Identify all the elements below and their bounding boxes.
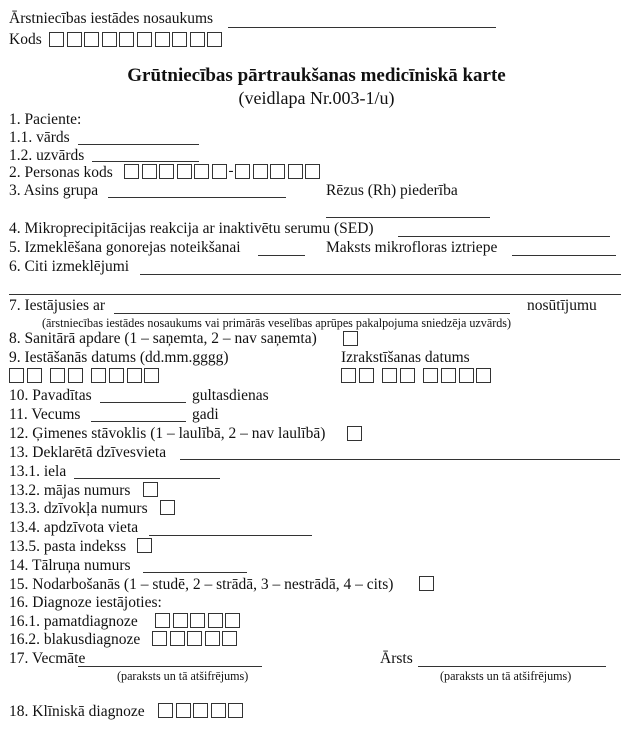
- institution-name-label: Ārstniecības iestādes nosaukums: [9, 10, 214, 27]
- other-tests-label: 6. Citi izmeklējumi: [9, 258, 130, 275]
- other-tests-field[interactable]: [140, 274, 621, 275]
- code-box[interactable]: [102, 32, 117, 47]
- code-box[interactable]: [190, 32, 205, 47]
- admission-date-label: 9. Iestāšanās datums (dd.mm.gggg): [9, 349, 229, 366]
- gonorrhea-test-field[interactable]: [258, 255, 305, 256]
- settlement-label: 13.4. apdzīvota vieta: [9, 519, 139, 536]
- personal-code-box[interactable]: [194, 164, 209, 179]
- settlement-field[interactable]: [149, 535, 312, 536]
- first-name-field[interactable]: [78, 144, 199, 145]
- age-label: 11. Vecums: [9, 406, 81, 423]
- residence-label: 13. Deklarētā dzīvesvieta: [9, 444, 167, 461]
- institution-name-field[interactable]: [228, 27, 496, 28]
- rh-factor-label: Rēzus (Rh) piederība: [326, 182, 458, 199]
- blood-group-label: 3. Asins grupa: [9, 182, 99, 199]
- diagnosis-box[interactable]: [225, 613, 240, 628]
- sed-reaction-field[interactable]: [398, 236, 610, 237]
- bed-days-label: 10. Pavadītas: [9, 387, 92, 404]
- clinical-diagnosis-boxes[interactable]: [158, 703, 246, 718]
- code-box[interactable]: [155, 32, 170, 47]
- personal-code-label: 2. Personas kods: [9, 164, 113, 181]
- personal-code-box[interactable]: [142, 164, 157, 179]
- date-box[interactable]: [109, 368, 124, 383]
- diagnosis-box[interactable]: [190, 613, 205, 628]
- blood-group-field[interactable]: [108, 197, 286, 198]
- date-box[interactable]: [68, 368, 83, 383]
- form-number: (veidlapa Nr.003-1/u): [238, 88, 395, 108]
- postal-code-box-group[interactable]: [137, 538, 155, 553]
- age-field[interactable]: [91, 421, 186, 422]
- occupation-box[interactable]: [419, 576, 434, 591]
- marital-status-box[interactable]: [347, 426, 362, 441]
- bed-days-field[interactable]: [100, 402, 186, 403]
- date-box[interactable]: [400, 368, 415, 383]
- midwife-signature-hint: (paraksts un tā atšifrējums): [117, 668, 249, 683]
- midwife-label: 17. Vecmāte: [9, 650, 86, 667]
- admission-date-boxes[interactable]: [9, 368, 162, 383]
- diagnosis-box[interactable]: [228, 703, 243, 718]
- phone-field[interactable]: [143, 572, 247, 573]
- apartment-number-box[interactable]: [160, 500, 175, 515]
- diagnosis-box[interactable]: [193, 703, 208, 718]
- rh-factor-field[interactable]: [326, 217, 490, 218]
- last-name-field[interactable]: [92, 161, 199, 162]
- diagnosis-box[interactable]: [152, 631, 167, 646]
- date-box[interactable]: [91, 368, 106, 383]
- sanitation-label: 8. Sanitārā apdare (1 – saņemta, 2 – nav saņemta): [9, 330, 317, 347]
- residence-field[interactable]: [180, 459, 620, 460]
- vaginal-smear-field[interactable]: [512, 255, 616, 256]
- discharge-date-boxes[interactable]: [341, 368, 494, 383]
- date-box[interactable]: [27, 368, 42, 383]
- page-title: Grūtniecības pārtraukšanas medicīniskā karte: [127, 65, 506, 86]
- vaginal-smear-label: Maksts mikrofloras iztriepe: [326, 239, 498, 256]
- doctor-signature-hint: (paraksts un tā atšifrējums): [440, 668, 572, 683]
- code-box[interactable]: [84, 32, 99, 47]
- date-box[interactable]: [476, 368, 491, 383]
- code-box[interactable]: [207, 32, 222, 47]
- secondary-diagnosis-boxes[interactable]: [152, 631, 240, 646]
- code-box[interactable]: [67, 32, 82, 47]
- discharge-date-label: Izrakstīšanas datums: [341, 349, 470, 366]
- sanitation-box[interactable]: [343, 331, 358, 346]
- date-box[interactable]: [359, 368, 374, 383]
- primary-diagnosis-label: 16.1. pamatdiagnoze: [9, 613, 138, 630]
- last-name-label: 1.2. uzvārds: [9, 147, 85, 164]
- date-box[interactable]: [382, 368, 397, 383]
- postal-code-label: 13.5. pasta indekss: [9, 538, 127, 555]
- personal-code-dash: -: [228, 163, 234, 179]
- diagnosis-box[interactable]: [158, 703, 173, 718]
- occupation-label: 15. Nodarbošanās (1 – studē, 2 – strādā, 3 – nestrādā, 4 – cits): [9, 576, 394, 593]
- diagnosis-box[interactable]: [211, 703, 226, 718]
- personal-code-box[interactable]: [305, 164, 320, 179]
- apartment-number-label: 13.3. dzīvokļa numurs: [9, 500, 148, 517]
- date-box[interactable]: [423, 368, 438, 383]
- date-box[interactable]: [9, 368, 24, 383]
- date-box[interactable]: [144, 368, 159, 383]
- date-box[interactable]: [50, 368, 65, 383]
- institution-code-boxes[interactable]: [49, 32, 225, 47]
- house-number-label: 13.2. mājas numurs: [9, 482, 131, 499]
- date-box[interactable]: [127, 368, 142, 383]
- diagnosis-box[interactable]: [208, 613, 223, 628]
- marital-status-box-group[interactable]: [347, 426, 365, 441]
- doctor-label: Ārsts: [380, 650, 413, 667]
- personal-code-box[interactable]: [212, 164, 227, 179]
- personal-code-box[interactable]: [235, 164, 250, 179]
- personal-code-box[interactable]: [288, 164, 303, 179]
- code-box[interactable]: [137, 32, 152, 47]
- code-label: Kods: [9, 31, 42, 48]
- referral-suffix: nosūtījumu: [527, 297, 597, 314]
- sed-reaction-label: 4. Mikroprecipitācijas reakcija ar inaktivētu serumu (SED): [9, 220, 374, 237]
- bed-days-suffix: gultasdienas: [192, 387, 269, 404]
- date-box[interactable]: [459, 368, 474, 383]
- personal-code-box[interactable]: [270, 164, 285, 179]
- personal-code-box[interactable]: [253, 164, 268, 179]
- age-suffix: gadi: [192, 406, 219, 423]
- house-number-box-group[interactable]: [143, 482, 161, 497]
- personal-code-boxes[interactable]: [124, 164, 323, 179]
- personal-code-box[interactable]: [124, 164, 139, 179]
- diagnosis-box[interactable]: [176, 703, 191, 718]
- phone-label: 14. Tālruņa numurs: [9, 557, 131, 574]
- marital-status-label: 12. Ģimenes stāvoklis (1 – laulībā, 2 – nav laulībā): [9, 425, 326, 442]
- sanitation-box-group[interactable]: [343, 331, 361, 346]
- diagnosis-box[interactable]: [205, 631, 220, 646]
- personal-code-box[interactable]: [159, 164, 174, 179]
- personal-code-box[interactable]: [177, 164, 192, 179]
- other-tests-field-line-2[interactable]: [9, 294, 621, 295]
- code-box[interactable]: [172, 32, 187, 47]
- street-field[interactable]: [74, 478, 220, 479]
- postal-code-box[interactable]: [137, 538, 152, 553]
- diagnosis-box[interactable]: [222, 631, 237, 646]
- admitted-with-label: 7. Iestājusies ar: [9, 297, 105, 314]
- street-label: 13.1. iela: [9, 463, 67, 480]
- code-box[interactable]: [119, 32, 134, 47]
- apartment-number-box-group[interactable]: [160, 500, 178, 515]
- patient-heading: 1. Paciente:: [9, 111, 82, 128]
- secondary-diagnosis-label: 16.2. blakusdiagnoze: [9, 631, 141, 648]
- diagnosis-box[interactable]: [187, 631, 202, 646]
- referral-hint: (ārstniecības iestādes nosaukums vai primārās veselības aprūpes pakalpojuma sniedzēja uzvārds): [42, 315, 512, 330]
- date-box[interactable]: [441, 368, 456, 383]
- occupation-box-group[interactable]: [419, 576, 437, 591]
- house-number-box[interactable]: [143, 482, 158, 497]
- diagnosis-box[interactable]: [155, 613, 170, 628]
- gonorrhea-test-label: 5. Izmeklēšana gonorejas noteikšanai: [9, 239, 241, 256]
- clinical-diagnosis-label: 18. Klīniskā diagnoze: [9, 703, 145, 720]
- diagnosis-box[interactable]: [173, 613, 188, 628]
- primary-diagnosis-boxes[interactable]: [155, 613, 243, 628]
- diagnosis-box[interactable]: [170, 631, 185, 646]
- code-box[interactable]: [49, 32, 64, 47]
- date-box[interactable]: [341, 368, 356, 383]
- admission-diagnosis-heading: 16. Diagnoze iestājoties:: [9, 594, 162, 611]
- first-name-label: 1.1. vārds: [9, 129, 70, 146]
